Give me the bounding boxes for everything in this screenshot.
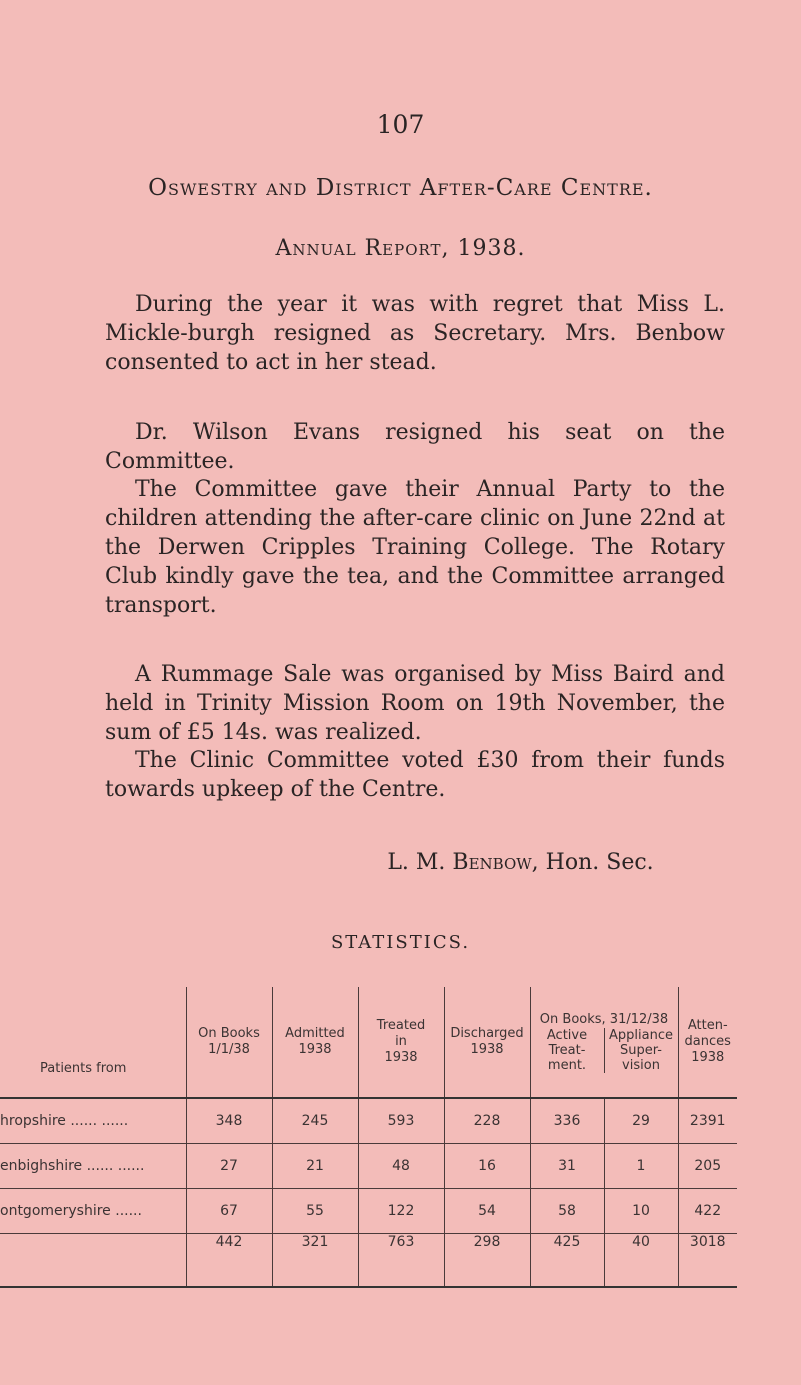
table-row: hropshire ...... ...... 348 245 593 228 336 29 2391: [0, 1098, 737, 1144]
statistics-title: STATISTICS.: [330, 932, 471, 953]
header-discharged: Discharged 1938: [444, 987, 530, 1098]
paragraph-annual-party: The Committee gave their Annual Party to the children attending the after-care clinic on June 22nd at the Derwen Cripples Training College. The Rotary Club kindly gave the tea, and the Committee arranged transport.: [105, 477, 725, 618]
header-treated: Treated in 1938: [358, 987, 444, 1098]
paragraph-committee: Dr. Wilson Evans resigned his seat on the Committee.: [105, 420, 725, 474]
paragraph-clinic-committee: The Clinic Committee voted £30 from their funds towards upkeep of the Centre.: [105, 748, 725, 802]
report-title: Oswestry and District After-Care Centre.: [148, 175, 653, 201]
table-row: ontgomeryshire ...... 67 55 122 54 58 10 422: [0, 1189, 737, 1234]
paragraph-secretary: During the year it was with regret that Miss L. Mickle-burgh resigned as Secretary. Mrs. Benbow consented to act in her stead.: [105, 292, 725, 375]
statistics-table: [0, 987, 737, 1288]
signature-name: L. M. Benbow,: [387, 850, 539, 875]
report-subtitle: Annual Report, 1938.: [275, 236, 526, 261]
signature-role: Hon. Sec.: [545, 850, 654, 875]
header-admitted: Admitted 1938: [272, 987, 358, 1098]
header-patients-from: Patients from: [0, 987, 186, 1098]
signature: [0, 850, 801, 875]
header-attendances: Atten- dances 1938: [678, 987, 737, 1098]
page-number: 107: [376, 110, 425, 139]
table-totals-row: 442 321 763 298 425 40 3018: [0, 1234, 737, 1288]
table-row: enbighshire ...... ...... 27 21 48 16 31 1 205: [0, 1144, 737, 1189]
header-active-treatment: Active Treat- ment.: [546, 1027, 588, 1073]
header-on-books-end: On Books, 31/12/38 Active Treat- ment. Appliance Super- vision: [530, 987, 678, 1098]
header-appliance-supervision: Appliance Super- vision: [604, 1028, 678, 1073]
table-header-row: [0, 987, 737, 1098]
header-on-books: On Books 1/1/38: [186, 987, 272, 1098]
paragraph-rummage-sale: A Rummage Sale was organised by Miss Baird and held in Trinity Mission Room on 19th November, the sum of £5 14s. was realized.: [105, 662, 725, 745]
